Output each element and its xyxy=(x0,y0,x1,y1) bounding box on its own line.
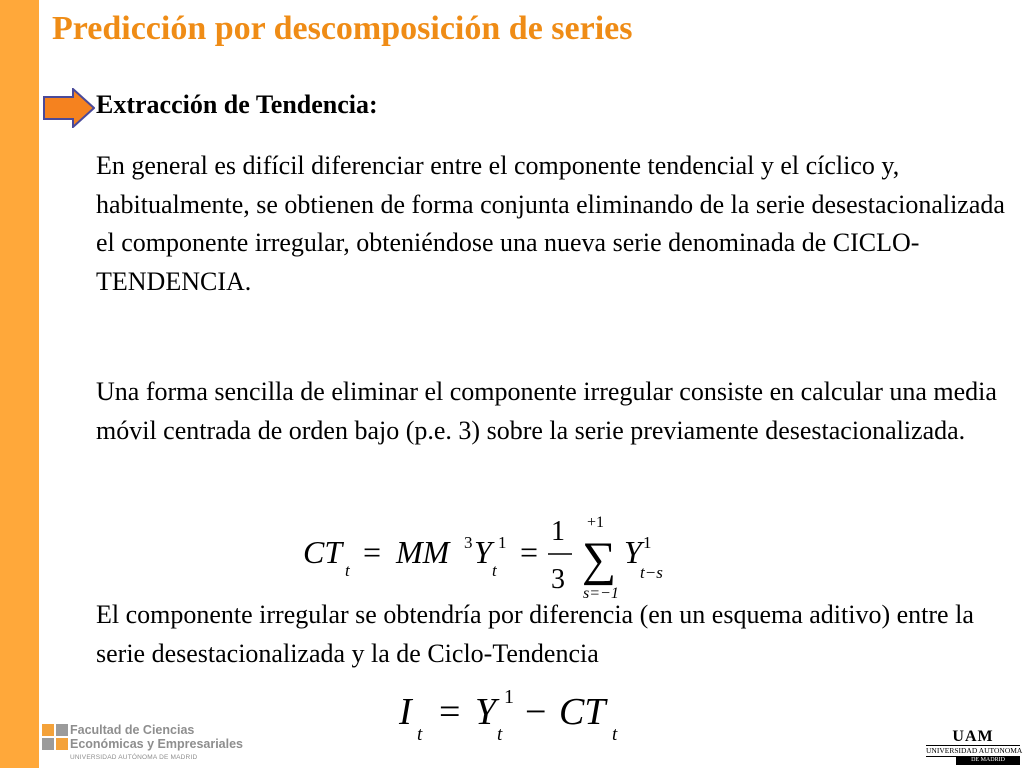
uam-logo-name: UNIVERSIDAD AUTONOMA xyxy=(926,746,1023,755)
section-subtitle: Extracción de Tendencia: xyxy=(96,90,378,119)
eq2-minus: − xyxy=(525,691,547,733)
eq1-sum: ∑ xyxy=(582,533,617,586)
side-accent-bar xyxy=(0,0,39,768)
eq1-y2-sub: t−s xyxy=(640,563,663,582)
eq2-i: I xyxy=(399,691,412,733)
uam-logo-mark: UAM xyxy=(952,728,994,745)
faculty-name-line2: Económicas y Empresariales xyxy=(70,737,244,751)
equation-cycle-trend xyxy=(300,508,700,600)
uam-logo xyxy=(926,728,1023,766)
eq2-ct: CT xyxy=(559,691,606,733)
eq1-y2: Y xyxy=(624,534,642,570)
eq1-frac-num: 1 xyxy=(551,516,565,547)
eq2-y: Y xyxy=(475,691,497,733)
paragraph-intro: En general es difícil diferenciar entre el componente tendencial y el cíclico y, habitualmente, se obtienen de forma conjunta eliminando de la serie desestacionalizada el componente irregular, obteniéndose una nueva serie denominada de CICLO-TENDENCIA. xyxy=(96,151,1005,296)
faculty-name-line1: Facultad de Ciencias xyxy=(70,723,195,737)
eq1-sum-bottom: s=−1 xyxy=(583,585,619,600)
eq1-y2-sup: 1 xyxy=(643,533,652,552)
eq2-ct-sub: t xyxy=(612,724,618,745)
eq1-ct-sub: t xyxy=(345,561,350,580)
faculty-logo xyxy=(42,722,282,766)
eq1-y: Y xyxy=(474,534,492,570)
paragraph-moving-average: Una forma sencilla de eliminar el componente irregular consiste en calcular una media móvil centrada de orden bajo (p.e. 3) sobre la serie previamente desestacionalizada. xyxy=(96,377,997,445)
faculty-logo-icon xyxy=(42,724,68,750)
eq1-y-sup: 1 xyxy=(498,533,507,552)
eq1-equals-2: = xyxy=(520,534,539,570)
uam-logo-city: DE MADRID xyxy=(956,756,1020,765)
eq1-mm-sup: 3 xyxy=(464,533,473,552)
arrow-right-icon xyxy=(43,88,95,128)
eq1-sum-top: +1 xyxy=(587,514,605,531)
equation-irregular xyxy=(395,678,635,748)
eq2-y-sup: 1 xyxy=(504,686,514,708)
eq1-mm: MM xyxy=(396,534,450,570)
eq2-equals: = xyxy=(439,691,461,733)
eq1-y-sub: t xyxy=(492,561,497,580)
eq1-frac-den: 3 xyxy=(551,564,565,595)
eq1-ct: CT xyxy=(303,534,343,570)
eq1-equals: = xyxy=(363,534,382,570)
university-name: UNIVERSIDAD AUTÓNOMA DE MADRID xyxy=(70,754,198,761)
paragraph-irregular: El componente irregular se obtendría por diferencia (en un esquema aditivo) entre la serie desestacionalizada y la de Ciclo-Tendencia xyxy=(96,600,974,668)
slide-title: Predicción por descomposición de series xyxy=(52,10,633,47)
eq2-i-sub: t xyxy=(417,724,423,745)
eq2-y-sub: t xyxy=(497,724,503,745)
